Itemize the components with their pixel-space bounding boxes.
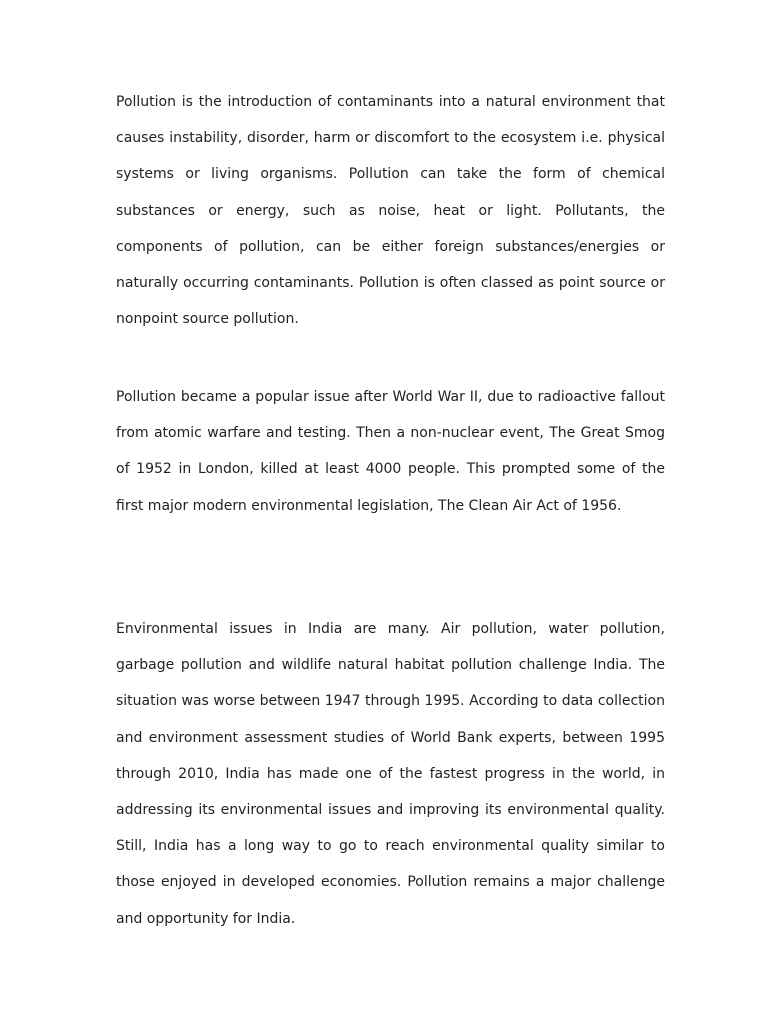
paragraph-india-environment: Environmental issues in India are many. Air pollution, water pollution, garbage pollution and wildlife natural habitat pollution challenge India. The situation was worse between 1947 through 1995. According to data collection and environment assessment studies of World Bank experts, between 1995 through 2010, India has made one of the fastest progress in the world, in addressing its environmental issues and improving its environmental quality. Still, India has a long way to go to reach environmental quality similar to those enjoyed in developed economies. Pollution remains a major challenge and opportunity for India. <box>116 621 665 927</box>
paragraph-pollution-history: Pollution became a popular issue after World War II, due to radioactive fallout from atomic warfare and testing. Then a non-nuclear event, The Great Smog of 1952 in London, killed at least 4000 people. This prompted some of the first major modern environmental legislation, The Clean Air Act of 1956. <box>116 389 665 514</box>
paragraph-pollution-definition: Pollution is the introduction of contaminants into a natural environment that causes instability, disorder, harm or discomfort to the ecosystem i.e. physical systems or living organisms. Pollution can take the form of chemical substances or energy, such as noise, heat or light. Pollutants, the components of pollution, can be either foreign substances/energies or naturally occurring contaminants. Pollution is often classed as point source or nonpoint source pollution. <box>116 94 665 328</box>
